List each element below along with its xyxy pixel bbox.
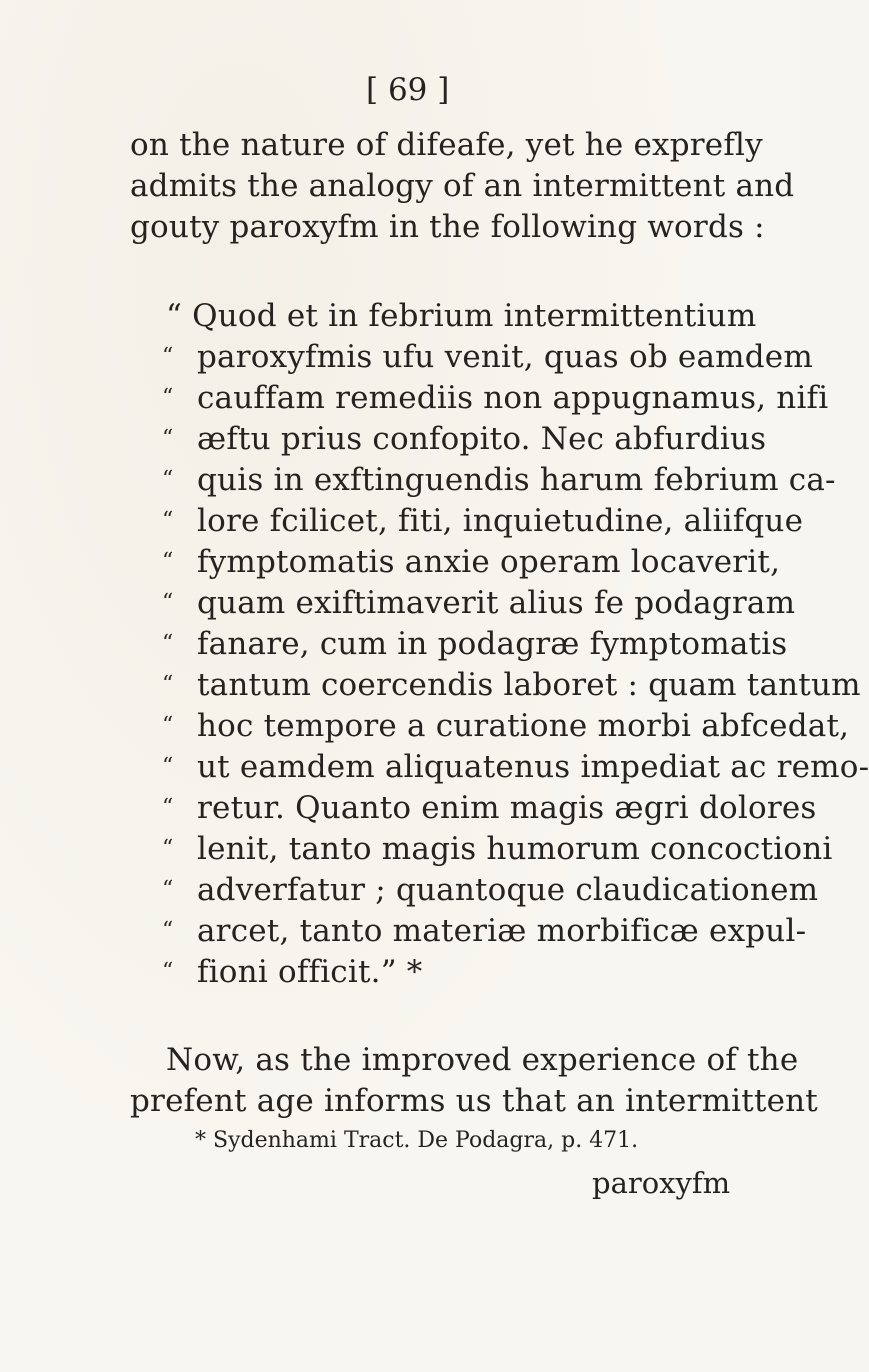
quote-mark: “ — [162, 836, 174, 861]
quote-line-13: retur. Quanto enim magis ægri dolores — [197, 790, 817, 826]
quote-line-2: paroxyfmis ufu venit, quas ob eamdem — [197, 339, 813, 375]
quote-line-3: cauffam remediis non appugnamus, nifi — [197, 380, 829, 416]
quote-line-10: tantum coercendis laboret : quam tantum — [197, 667, 861, 703]
quote-mark: “ — [162, 385, 174, 410]
quote-mark: “ — [162, 672, 174, 697]
text-line-intro-3: gouty paroxyfm in the following words : — [130, 209, 765, 245]
quote-line-11: hoc tempore a curatione morbi abfcedat, — [197, 708, 850, 744]
quote-line-16: arcet, tanto materiæ morbificæ expul- — [197, 913, 807, 949]
quote-mark: “ — [162, 713, 174, 738]
text-line-intro-2: admits the analogy of an intermittent and — [130, 168, 795, 204]
quote-mark: “ — [162, 508, 174, 533]
quote-mark: “ — [162, 590, 174, 615]
quote-mark: “ — [162, 549, 174, 574]
quote-line-17: fioni officit.” * — [197, 954, 423, 990]
quote-line-14: lenit, tanto magis humorum concoctioni — [197, 831, 833, 867]
quote-mark: “ — [162, 918, 174, 943]
footnote: * Sydenhami Tract. De Podagra, p. 471. — [195, 1128, 639, 1153]
quote-mark: “ — [162, 467, 174, 492]
quote-line-9: fanare, cum in podagræ fymptomatis — [197, 626, 788, 662]
quote-mark: “ — [162, 344, 174, 369]
quote-mark: “ — [162, 795, 174, 820]
quote-mark: “ — [162, 754, 174, 779]
quote-mark: “ — [162, 631, 174, 656]
text-line-after-2: prefent age informs us that an intermittent — [130, 1083, 818, 1119]
quote-line-6: lore fcilicet, fiti, inquietudine, aliifque — [197, 503, 804, 539]
quote-mark: “ — [162, 959, 174, 984]
page-number: [ 69 ] — [366, 72, 450, 108]
quote-line-15: adverfatur ; quantoque claudicationem — [197, 872, 819, 908]
quote-mark: “ — [162, 877, 174, 902]
quote-line-4: æftu prius confopito. Nec abfurdius — [197, 421, 767, 457]
catchword: paroxyfm — [592, 1166, 731, 1200]
quote-mark: “ — [162, 426, 174, 451]
quote-line-5: quis in exftinguendis harum febrium ca- — [197, 462, 836, 498]
quote-line-1: “ Quod et in febrium intermittentium — [166, 298, 757, 334]
quote-line-12: ut eamdem aliquatenus impediat ac remo- — [197, 749, 869, 785]
text-line-after-1: Now, as the improved experience of the — [166, 1042, 799, 1078]
quote-line-8: quam exiftimaverit alius fe podagram — [197, 585, 796, 621]
quote-line-7: fymptomatis anxie operam locaverit, — [197, 544, 781, 580]
text-line-intro-1: on the nature of difeafe, yet he exprefly — [130, 127, 763, 163]
